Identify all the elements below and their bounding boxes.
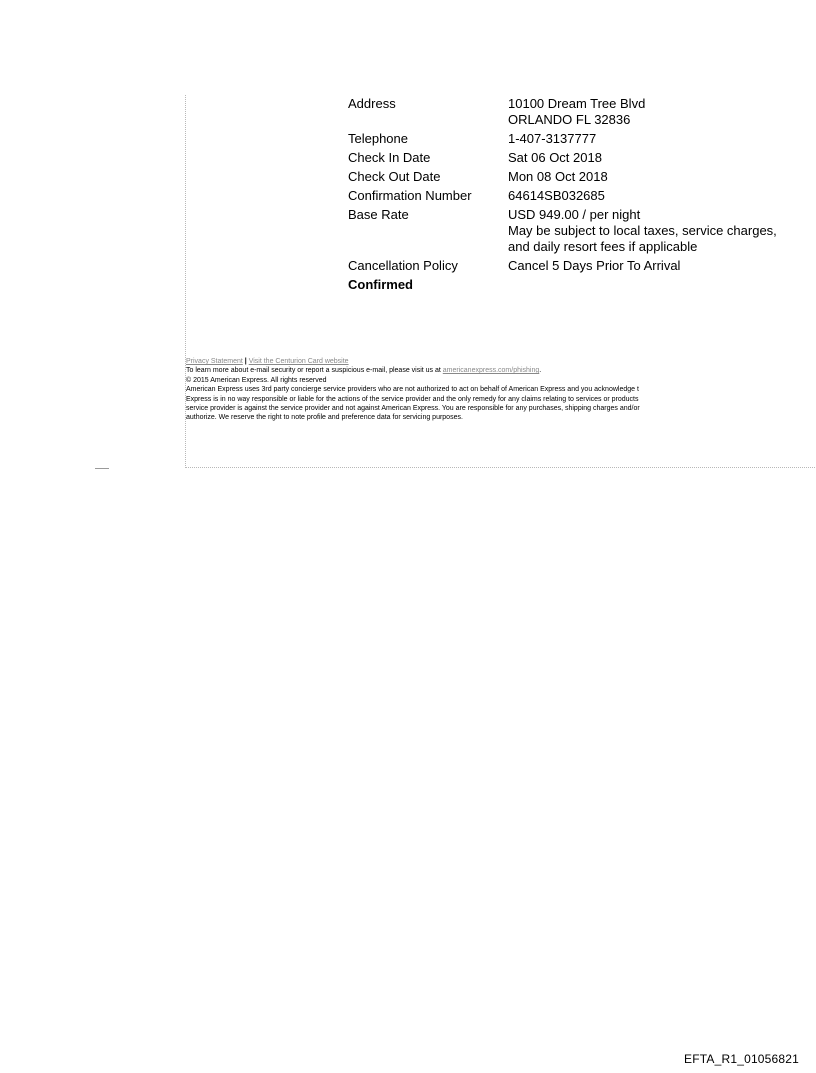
confirmation-label: Confirmation Number [348,188,472,203]
confirmation-number: 64614SB032685 [508,188,605,203]
check-in-label: Check In Date [348,150,431,165]
disclaimer-line-2: Express is in no way responsible or liable for the actions of the service provider and the only remedy for any claims relating to services or products [186,395,639,403]
base-rate-value [508,207,816,255]
check-out-value: Mon 08 Oct 2018 [508,169,608,184]
cancellation-policy: Cancel 5 Days Prior To Arrival [508,258,681,273]
base-rate-note-1: May be subject to local taxes, service charges, [508,223,777,238]
footer-links [186,357,816,366]
base-rate-label: Base Rate [348,207,409,222]
email-footer [186,357,816,423]
address-line-2: ORLANDO FL 32836 [508,112,631,127]
security-text: To learn more about e-mail security or report a suspicious e-mail, please visit us at [186,367,443,375]
check-out-label: Check Out Date [348,169,441,184]
cancellation-label: Cancellation Policy [348,258,458,273]
confirmation-row [348,188,816,204]
document-id: EFTA_R1_01056821 [684,1052,800,1066]
address-row [348,96,816,128]
base-rate-row [348,207,816,255]
base-rate-amount: USD 949.00 / per night [508,207,641,222]
security-end: . [539,367,542,375]
cancellation-row [348,258,816,274]
security-notice [186,366,816,375]
check-in-row [348,150,816,166]
address-value [508,96,816,128]
check-in-value: Sat 06 Oct 2018 [508,150,602,165]
base-rate-note-2: and daily resort fees if applicable [508,239,698,254]
centurion-card-link[interactable]: Visit the Centurion Card website [248,358,349,365]
link-separator: | [244,358,247,365]
copyright-text: © 2015 American Express. All rights reserved [186,376,327,384]
check-out-row [348,169,816,185]
telephone-row [348,131,816,147]
disclaimer-line-4: authorize. We reserve the right to note profile and preference data for servicing purposes. [186,414,463,422]
privacy-statement-link[interactable]: Privacy Statement [186,358,243,365]
disclaimer-line-3: service provider is against the service provider and not against American Express. You are responsible for any purchases, shipping charges and/or [186,405,640,413]
booking-status: Confirmed [348,277,413,292]
reservation-details [348,96,816,293]
telephone-label: Telephone [348,131,408,146]
address-line-1: 10100 Dream Tree Blvd [508,96,646,111]
address-label: Address [348,96,396,111]
disclaimer-line-1: American Express uses 3rd party concierge service providers who are not authorized to act on behalf of American Express and you acknowledge t [186,386,639,394]
scan-mark [95,468,109,469]
telephone-value: 1-407-3137777 [508,131,597,146]
phishing-link[interactable]: americanexpress.com/phishing [442,367,540,375]
